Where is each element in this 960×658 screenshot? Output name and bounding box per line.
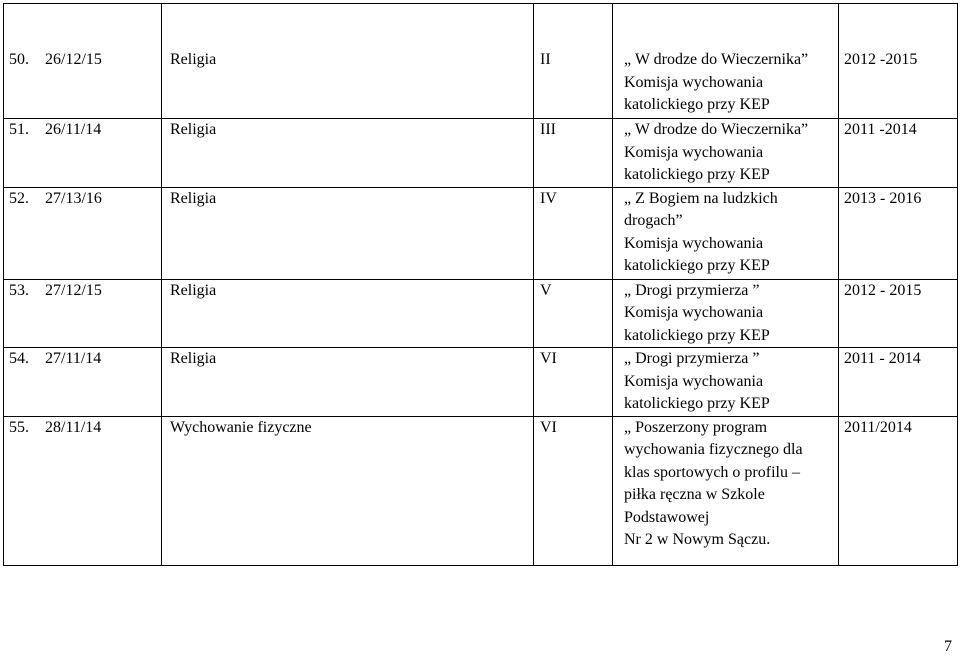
years: 2011/2014 [844,418,912,436]
table-row [4,279,958,348]
subject: Religia [170,350,217,367]
program-cell [613,416,839,565]
years: 2012 -2015 [844,51,918,68]
number-code-cell [4,279,162,348]
program-cell [613,4,839,119]
program-line: drogach” [624,212,683,229]
row-number: 52. [9,189,29,207]
years: 2012 - 2015 [844,281,922,299]
class-level: V [540,281,552,299]
program-line: Komisja wychowania [624,304,764,321]
class-level: IV [540,189,557,207]
years-cell [839,279,958,348]
years-cell [839,4,958,119]
program-line: Komisja wychowania [624,73,764,91]
program-line: wychowania fizycznego dla [624,441,803,458]
program-line: katolickiego przy KEP [624,257,770,274]
program-line: Komisja wychowania [624,372,764,390]
years-cell [839,119,958,188]
subject-cell [162,416,534,565]
subject: Religia [170,281,217,299]
number-code-cell [4,416,162,565]
class-cell [534,416,613,565]
program-cell [613,187,839,279]
program-line: „ Z Bogiem na ludzkich [624,189,778,207]
programs-table [3,3,958,566]
subject-cell [162,187,534,279]
program-description [613,49,838,117]
program-line: katolickiego przy KEP [624,395,770,412]
row-number: 51. [9,121,29,138]
program-cell [613,279,839,348]
class-cell [534,4,613,119]
years-cell [839,416,958,565]
row-number: 54. [9,350,29,367]
page-number: 7 [944,638,952,655]
row-number: 50. [9,51,29,68]
program-line: Podstawowej [624,508,710,526]
program-cell [613,119,839,188]
program-line: Komisja wychowania [624,234,764,252]
program-line: piłka ręczna w Szkole [624,486,765,503]
program-description [613,417,838,552]
program-line: Komisja wychowania [624,143,764,161]
table-row [4,416,958,565]
years: 2011 -2014 [844,121,917,138]
number-code-cell [4,348,162,417]
years: 2011 - 2014 [844,350,921,367]
class-cell [534,279,613,348]
class-cell [534,187,613,279]
years: 2013 - 2016 [844,189,922,207]
subject-cell [162,4,534,119]
program-code: 26/12/15 [45,51,102,68]
class-level: VI [540,418,557,436]
number-code-cell [4,119,162,188]
years-cell [839,187,958,279]
program-line: „ Drogi przymierza ” [624,281,760,299]
program-code: 27/11/14 [45,350,102,367]
subject-cell [162,119,534,188]
subject: Wychowanie fizyczne [170,418,312,436]
subject: Religia [170,189,217,207]
program-line: „ Poszerzony program [624,418,768,436]
table-row [4,187,958,279]
program-description [613,188,838,278]
row-number: 55. [9,418,29,436]
subject: Religia [170,121,217,138]
table-row [4,119,958,188]
program-line: „ W drodze do Wieczernika” [624,51,809,68]
program-line: „ W drodze do Wieczernika” [624,121,809,138]
program-cell [613,348,839,417]
program-line: katolickiego przy KEP [624,166,770,183]
program-description [613,348,838,416]
program-line: klas sportowych o profilu – [624,463,800,481]
number-code-cell [4,4,162,119]
row-number: 53. [9,281,29,299]
program-line: katolickiego przy KEP [624,96,770,113]
subject-cell [162,279,534,348]
program-code: 28/11/14 [45,418,102,436]
program-description [613,280,838,348]
subject: Religia [170,51,217,68]
program-description [613,119,838,187]
years-cell [839,348,958,417]
subject-cell [162,348,534,417]
table-row [4,348,958,417]
program-line: katolickiego przy KEP [624,326,770,344]
program-code: 27/13/16 [45,189,102,207]
number-code-cell [4,187,162,279]
class-cell [534,348,613,417]
class-level: VI [540,350,557,367]
program-line: „ Drogi przymierza ” [624,350,760,367]
program-code: 26/11/14 [45,121,102,138]
class-level: III [540,121,556,138]
table-row [4,4,958,119]
class-level: II [540,51,551,68]
program-line: Nr 2 w Nowym Sączu. [624,531,771,548]
program-code: 27/12/15 [45,281,102,299]
class-cell [534,119,613,188]
